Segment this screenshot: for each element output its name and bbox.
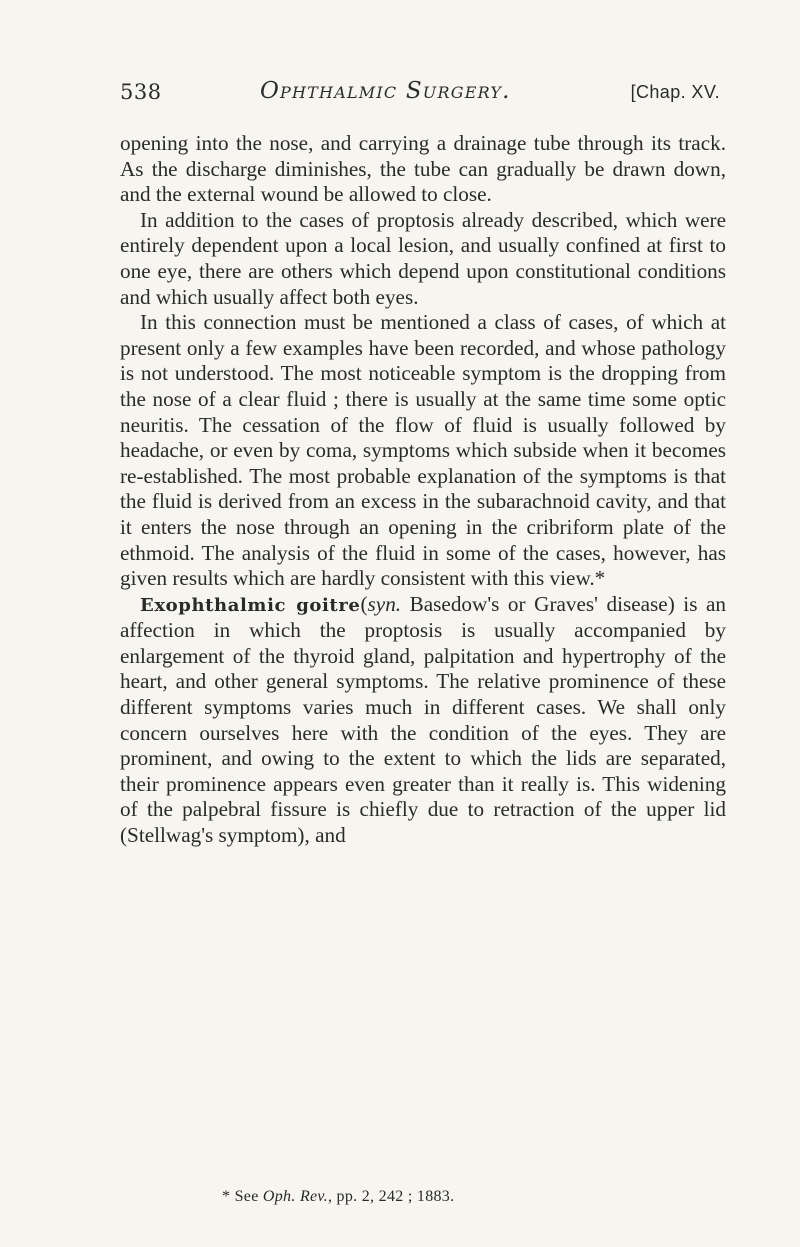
paragraph-proptosis: In addition to the cases of proptosis already described, which were entirely dependent upon a local lesion, and usually confined at first to one eye, there are others which depend upon constitutional conditions and which usually affect both eyes. bbox=[120, 207, 726, 309]
body-text bbox=[120, 131, 726, 849]
running-title: Ophthalmic Surgery. bbox=[260, 78, 511, 104]
page-number: 538 bbox=[120, 80, 162, 104]
chapter-label: [Chap. XV. bbox=[630, 82, 720, 102]
page-header bbox=[120, 78, 720, 118]
section-keyword: Exophthalmic goitre bbox=[140, 594, 361, 616]
footnote-suffix: , pp. 2, 242 ; 1883. bbox=[327, 1188, 455, 1205]
syn-open: ( bbox=[360, 591, 368, 616]
footnote-prefix: * See bbox=[222, 1188, 263, 1205]
paragraph-exophthalmic-goitre bbox=[120, 592, 726, 849]
footnote-source: Oph. Rev. bbox=[262, 1188, 328, 1205]
paragraph-nasal-fluid: In this connection must be mentioned a class of cases, of which at present only a few examples have been recorded, and whose pathology is not understood. The most noticeable symptom is the dropping from the nose of a clear fluid ; there is usually at the same time some optic neuritis. The cessation of the flow of fluid is usually followed by headache, or even by coma, symptoms which subside when it becomes re-established. The most probable explanation of the symptoms is that the fluid is derived from an excess in the subarachnoid cavity, and that it enters the nose through an opening in the cribriform plate of the ethmoid. The analysis of the fluid in some of the cases, however, has given results which are hardly consistent with this view.* bbox=[120, 310, 726, 591]
paragraph-goitre-text: Basedow's or Graves' disease) is an affection in which the proptosis is usually accompanied by enlargement of the thyroid gland, palpitation and hypertrophy of the heart, and other general symptoms. The relative prominence of these different symptoms varies much in different cases. We shall only concern ourselves here with the condition of the eyes. They are prominent, and owing to the extent to which the lids are separated, their prominence appears even greater than it really is. This widening of the palpebral fissure is chiefly due to retraction of the upper lid (Stellwag's symptom), and bbox=[120, 591, 726, 848]
footnote bbox=[222, 1188, 454, 1206]
syn-label: syn. bbox=[367, 591, 402, 616]
paragraph-continuation: opening into the nose, and carrying a drainage tube through its track. As the discharge diminishes, the tube can gradually be drawn down, and the external wound be allowed to close. bbox=[120, 131, 726, 207]
